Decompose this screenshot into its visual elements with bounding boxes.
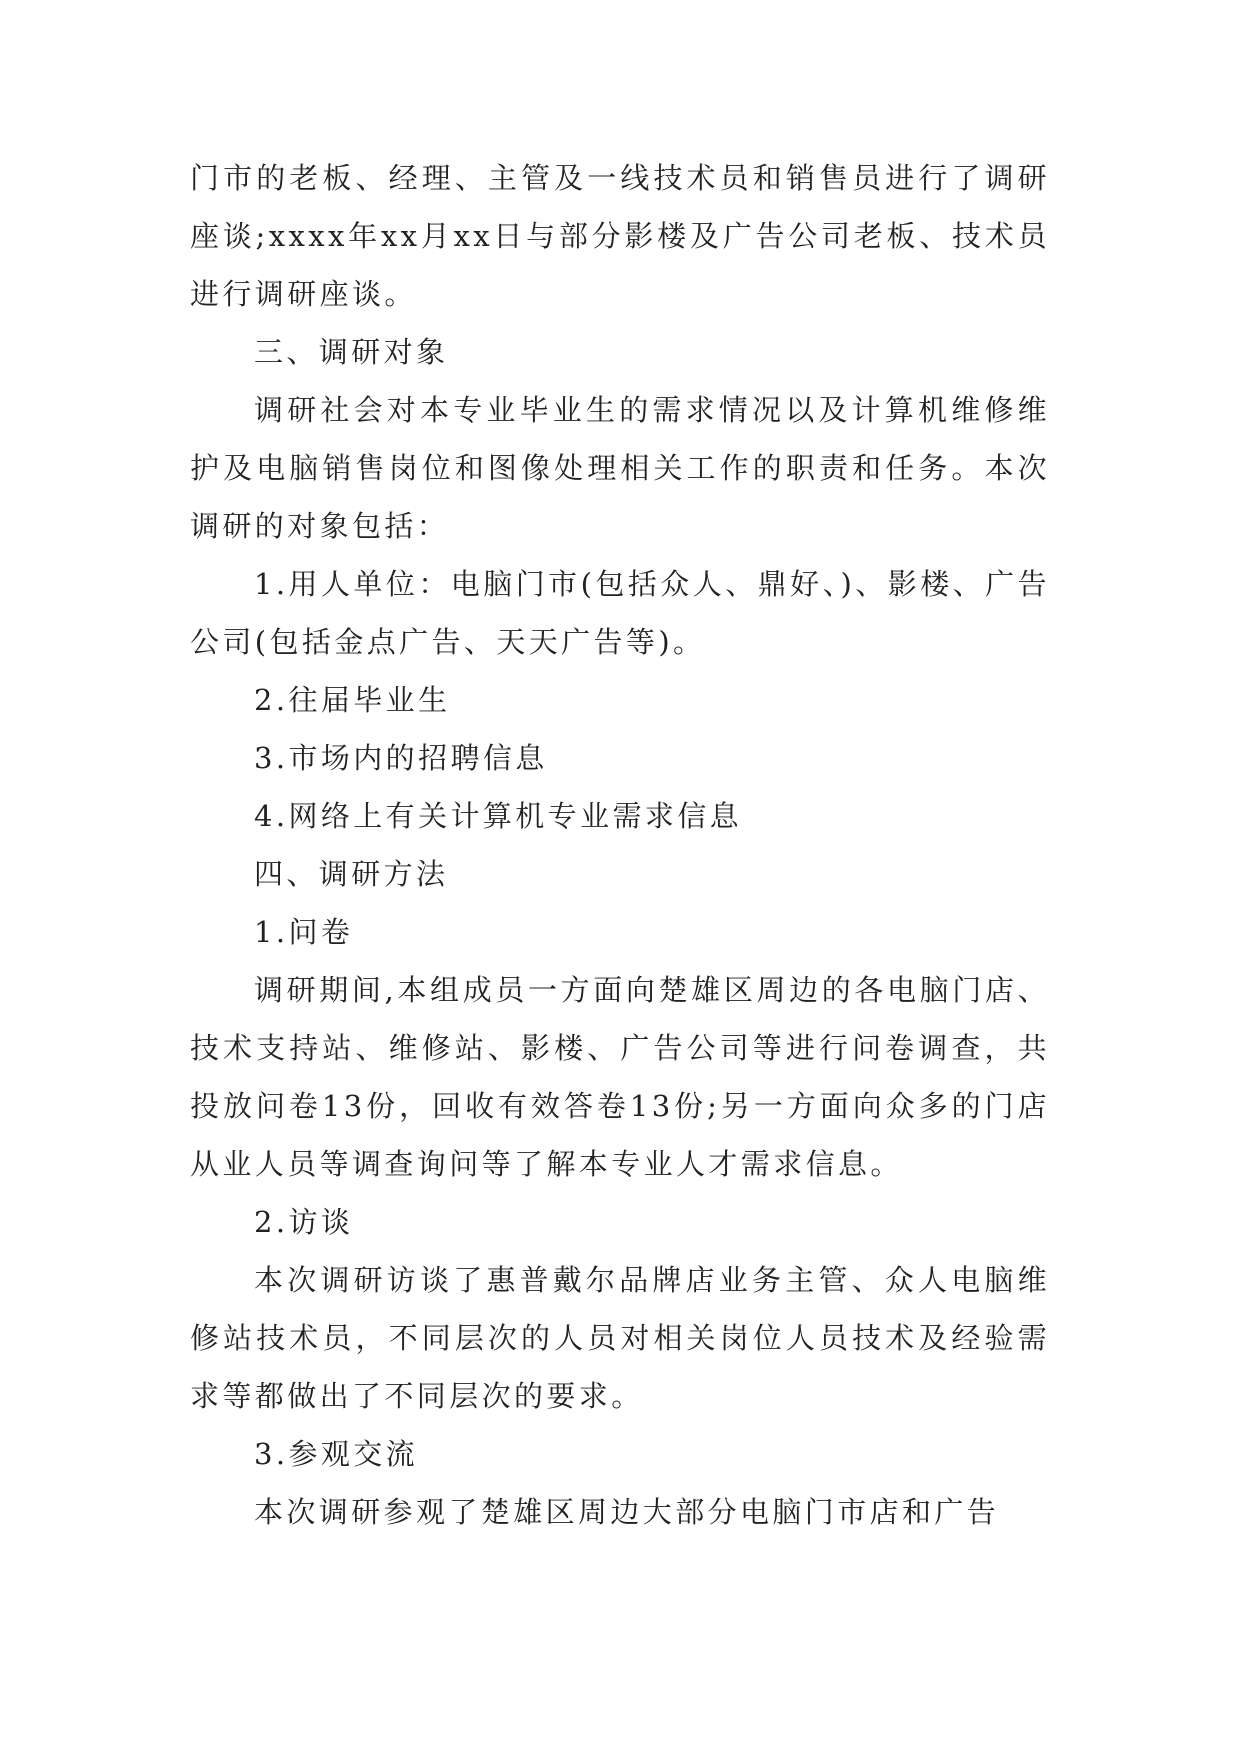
list-item-recruitment: 3.市场内的招聘信息 [254,741,548,775]
paragraph-questionnaire: 调研期间,本组成员一方面向楚雄区周边的各电脑门店、技术支持站、维修站、影楼、广告公司等进行问卷调查，共投放问卷13份，回收有效答卷13份;另一方面向众多的门店从业人员等调查询问等了解本专业人才需求信息。 [190,973,1050,1181]
section-heading-research-subjects: 三、调研对象 [254,335,449,369]
subheading-visit-exchange: 3.参观交流 [254,1437,419,1471]
paragraph-interview: 本次调研访谈了惠普戴尔品牌店业务主管、众人电脑维修站技术员，不同层次的人员对相关岗位人员技术及经验需求等都做出了不同层次的要求。 [190,1263,1050,1413]
list-item-graduates: 2.往届毕业生 [254,683,451,717]
section-heading-research-methods: 四、调研方法 [254,857,449,891]
subheading-interview: 2.访谈 [254,1205,354,1239]
document-body [190,149,1050,1541]
paragraph-continuation: 门市的老板、经理、主管及一线技术员和销售员进行了调研座谈;xxxx年xx月xx日与部分影楼及广告公司老板、技术员进行调研座谈。 [190,161,1050,311]
paragraph-visit-exchange: 本次调研参观了楚雄区周边大部分电脑门市店和广告 [254,1495,1000,1529]
list-item-online-demand: 4.网络上有关计算机专业需求信息 [254,799,743,833]
paragraph-research-subjects: 调研社会对本专业毕业生的需求情况以及计算机维修维护及电脑销售岗位和图像处理相关工作的职责和任务。本次调研的对象包括： [190,393,1050,543]
list-item-employers: 1.用人单位：电脑门市(包括众人、鼎好、)、影楼、广告公司(包括金点广告、天天广告等)。 [190,567,1050,659]
subheading-questionnaire: 1.问卷 [254,915,354,949]
